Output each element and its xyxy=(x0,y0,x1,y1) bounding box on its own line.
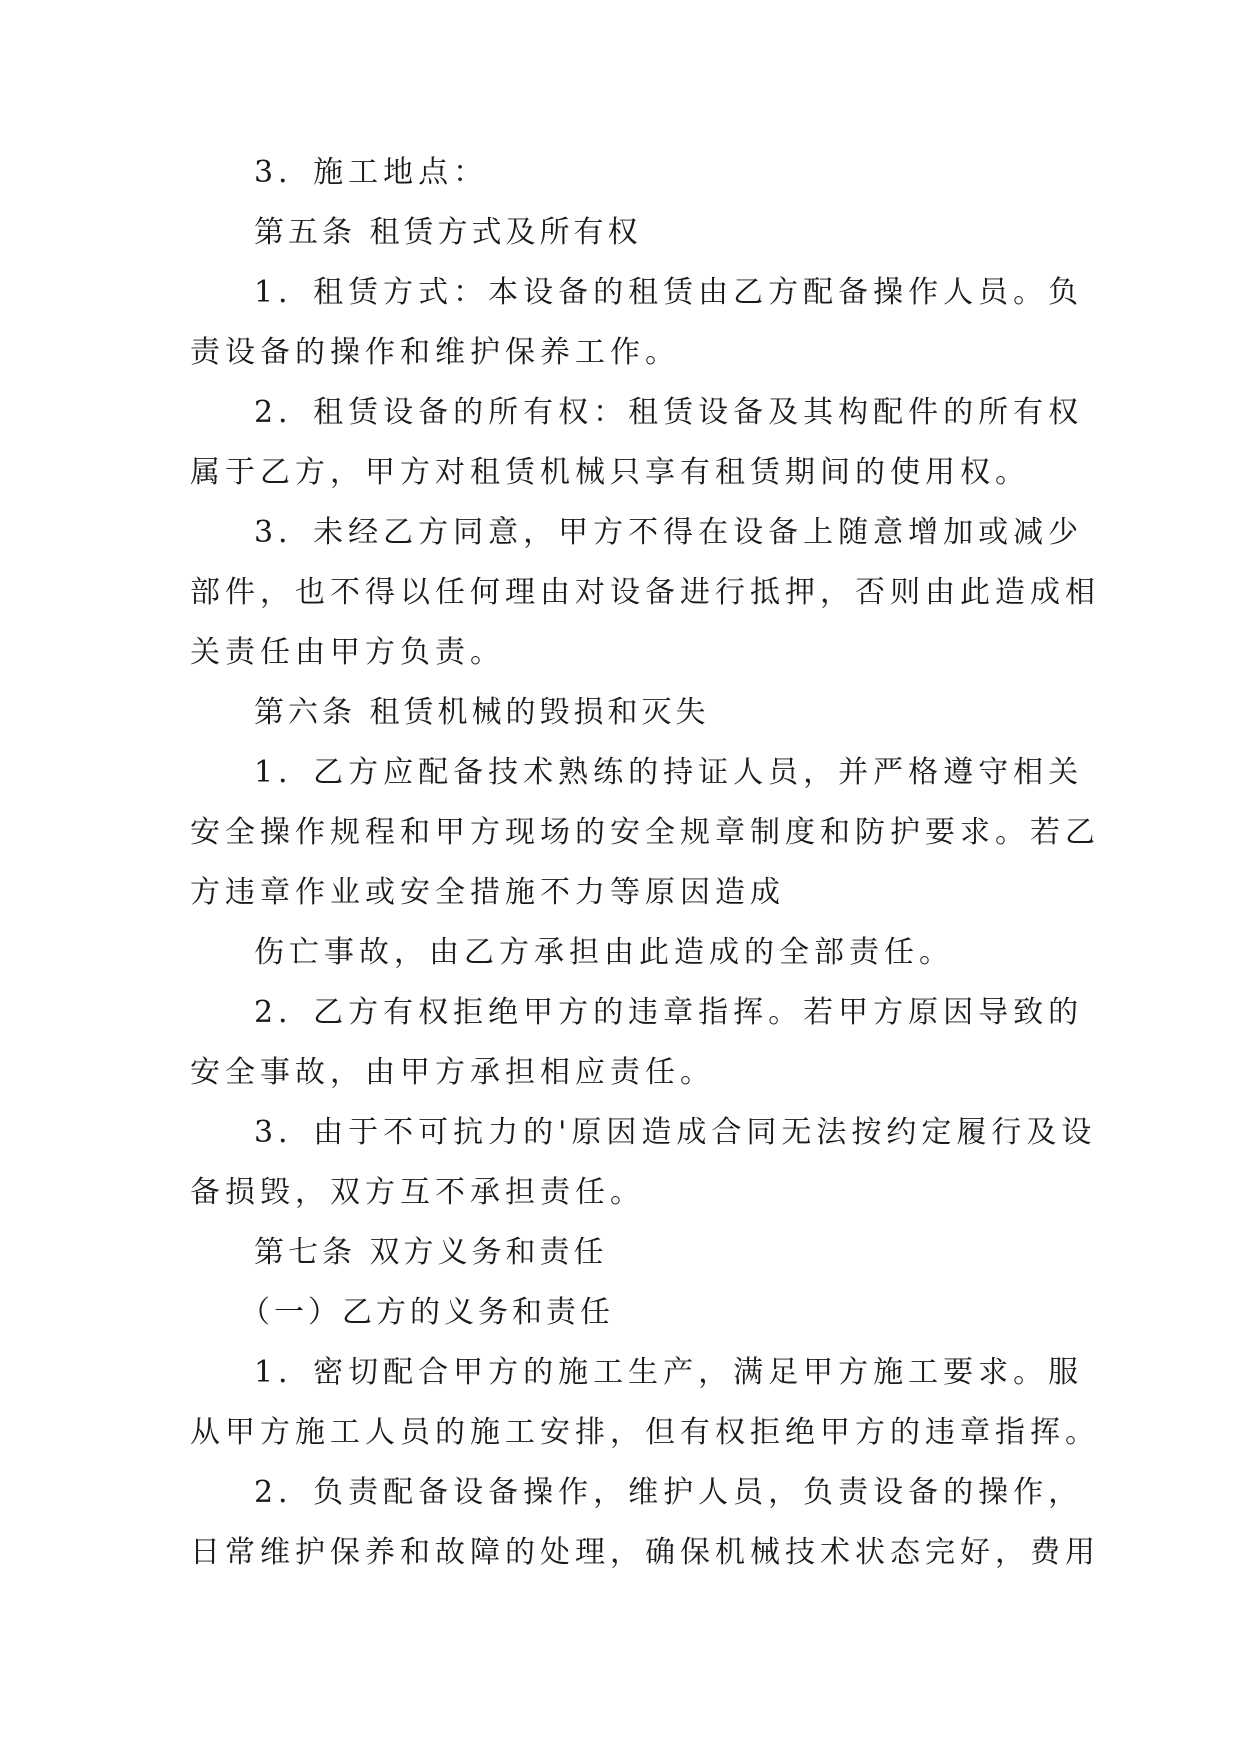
paragraph-line: 方违章作业或安全措施不力等原因造成 xyxy=(190,875,785,910)
section-heading: （一）乙方的义务和责任 xyxy=(240,1295,614,1330)
paragraph-line: 日常维护保养和故障的处理，确保机械技术状态完好，费用 xyxy=(190,1535,1100,1570)
paragraph-line: 2．负责配备设备操作，维护人员，负责设备的操作， xyxy=(254,1475,1084,1510)
paragraph-line: 1．租赁方式：本设备的租赁由乙方配备操作人员。负 xyxy=(254,275,1084,310)
paragraph-line: 部件，也不得以任何理由对设备进行抵押，否则由此造成相 xyxy=(190,575,1100,610)
paragraph-line: 备损毁，双方互不承担责任。 xyxy=(190,1175,645,1210)
paragraph-line: 1．乙方应配备技术熟练的持证人员，并严格遵守相关 xyxy=(254,755,1084,790)
clause-item-location: 3．施工地点： xyxy=(254,155,489,190)
paragraph-line: 责设备的操作和维护保养工作。 xyxy=(190,335,680,370)
article-7-heading: 第七条 双方义务和责任 xyxy=(254,1235,608,1270)
paragraph-line: 属于乙方，甲方对租赁机械只享有租赁期间的使用权。 xyxy=(190,455,1030,490)
article-5-heading: 第五条 租赁方式及所有权 xyxy=(254,215,642,250)
article-6-heading: 第六条 租赁机械的毁损和灭失 xyxy=(254,695,710,730)
paragraph-line: 3．未经乙方同意，甲方不得在设备上随意增加或减少 xyxy=(254,515,1084,550)
paragraph-line: 从甲方施工人员的施工安排，但有权拒绝甲方的违章指挥。 xyxy=(190,1415,1100,1450)
paragraph-line: 2．乙方有权拒绝甲方的违章指挥。若甲方原因导致的 xyxy=(254,995,1084,1030)
paragraph-line: 关责任由甲方负责。 xyxy=(190,635,505,670)
paragraph-line: 2．租赁设备的所有权：租赁设备及其构配件的所有权 xyxy=(254,395,1084,430)
paragraph-line: 3．由于不可抗力的'原因造成合同无法按约定履行及设 xyxy=(254,1115,1097,1150)
paragraph-line: 1．密切配合甲方的施工生产，满足甲方施工要求。服 xyxy=(254,1355,1084,1390)
paragraph-line: 伤亡事故，由乙方承担由此造成的全部责任。 xyxy=(254,935,954,970)
paragraph-line: 安全事故，由甲方承担相应责任。 xyxy=(190,1055,715,1090)
paragraph-line: 安全操作规程和甲方现场的安全规章制度和防护要求。若乙 xyxy=(190,815,1100,850)
